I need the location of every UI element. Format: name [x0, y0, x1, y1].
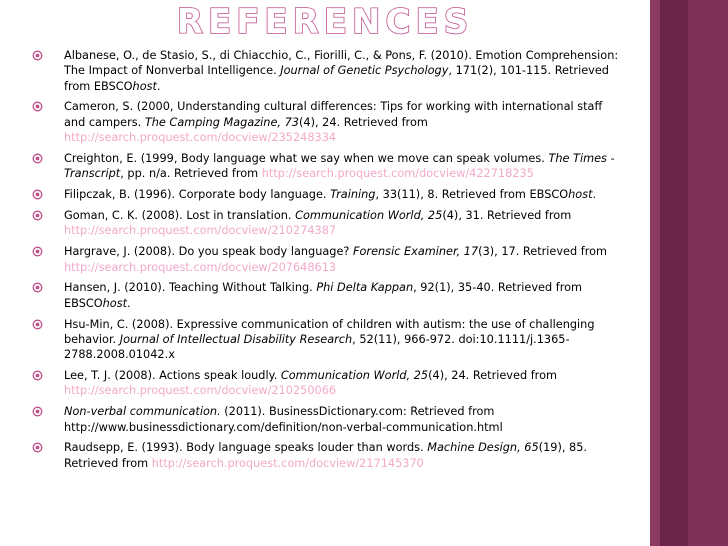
reference-text: (2011). BusinessDictionary.com: Retrieved from http://www.businessdictionary.com/definition/non-verbal-communication.html [64, 405, 503, 434]
sidebar-band [650, 0, 660, 546]
reference-text: . [156, 79, 161, 93]
reference-link[interactable]: http://search.proquest.com/docview/207648613 [64, 260, 337, 274]
reference-text: (4), 24. Retrieved from [298, 115, 428, 129]
reference-text: , 52(11), 966-972. doi:10.1111/j.1365-2788.2008.01042.x [64, 332, 570, 362]
reference-item [32, 208, 622, 239]
reference-text: (4), 24. Retrieved from [428, 369, 557, 383]
reference-text: Filipczak, B. (1996). Corporate body language. [64, 188, 331, 202]
reference-italic-text: The Camping Magazine, 73 [144, 115, 299, 129]
reference-link[interactable]: http://search.proquest.com/docview/235248334 [64, 131, 337, 145]
reference-link[interactable]: http://search.proquest.com/docview/210250066 [64, 384, 337, 398]
decorative-sidebar [650, 0, 728, 546]
circle-bullet-icon [32, 153, 43, 164]
reference-text: Creighton, E. (1999, Body language what we say when we move can speak volumes. [64, 151, 549, 165]
reference-text: , 171(2), 101-115. Retrieved from EBSCO [64, 64, 609, 93]
circle-bullet-icon [32, 406, 43, 417]
circle-bullet-icon [32, 442, 43, 453]
reference-item [32, 244, 622, 275]
reference-item [32, 368, 622, 399]
reference-italic-text: Journal of Genetic Psychology [280, 64, 449, 78]
reference-italic-text: host [132, 79, 157, 93]
circle-bullet-icon [32, 319, 43, 330]
circle-bullet-icon [32, 189, 43, 200]
reference-italic-text: Communication World, 25 [295, 209, 443, 223]
reference-italic-text: Communication World, 25 [280, 369, 429, 383]
reference-text: Cameron, S. (2000, Understanding cultural differences: Tips for working with international staff and campers. [64, 100, 603, 129]
reference-item [32, 187, 622, 202]
reference-text: (3), 17. Retrieved from [478, 245, 608, 259]
reference-link[interactable]: http://search.proquest.com/docview/210274387 [64, 224, 337, 238]
reference-text: Goman, C. K. (2008). Lost in translation. [64, 209, 296, 223]
reference-link[interactable]: http://search.proquest.com/docview/422718235 [261, 167, 534, 181]
reference-item [32, 99, 622, 145]
sidebar-band [688, 0, 728, 546]
reference-italic-text: Journal of Intellectual Disability Research [119, 332, 353, 346]
reference-italic-text: Forensic Examiner, 17 [353, 245, 479, 259]
reference-text: Albanese, O., de Stasio, S., di Chiacchio, C., Fiorilli, C., & Pons, F. (2010). Emotion Comprehension: The Impact of Nonverbal Intelligence. [64, 49, 619, 78]
reference-italic-text: Machine Design, 65 [427, 441, 539, 455]
circle-bullet-icon [32, 50, 43, 61]
reference-text: , pp. n/a. Retrieved from [120, 167, 262, 181]
circle-bullet-icon [32, 370, 43, 381]
reference-italic-text: Training [330, 188, 376, 202]
circle-bullet-icon [32, 282, 43, 293]
reference-item [32, 151, 622, 182]
reference-text: Hansen, J. (2010). Teaching Without Talking. [64, 281, 317, 295]
circle-bullet-icon [32, 210, 43, 221]
reference-text: , 33(11), 8. Retrieved from EBSCO [375, 188, 569, 202]
reference-text: , 92(1), 35-40. Retrieved from EBSCO [64, 281, 583, 310]
page-title: REFERENCES [176, 2, 474, 42]
reference-item [32, 317, 622, 363]
reference-text: . [592, 188, 597, 202]
reference-item [32, 48, 622, 94]
reference-item [32, 280, 622, 311]
reference-italic-text: host [568, 188, 593, 202]
reference-italic-text: Phi Delta Kappan [316, 281, 414, 295]
reference-italic-text: Non-verbal communication. [64, 405, 221, 419]
reference-text: Hsu-Min, C. (2008). Expressive communication of children with autism: the use of challenging behavior. [64, 317, 595, 346]
reference-text: Lee, T. J. (2008). Actions speak loudly. [64, 369, 281, 383]
reference-text: (4), 31. Retrieved from [442, 209, 572, 223]
circle-bullet-icon [32, 246, 43, 257]
reference-italic-text: host [102, 296, 128, 310]
sidebar-band [660, 0, 688, 546]
reference-text: Raudsepp, E. (1993). Body language speaks louder than words. [64, 441, 428, 455]
reference-item [32, 440, 622, 471]
reference-item [32, 404, 622, 435]
reference-list [32, 48, 622, 477]
reference-link[interactable]: http://search.proquest.com/docview/217145370 [151, 456, 424, 470]
reference-italic-text: The Times - Transcript [64, 151, 615, 181]
reference-text: . [127, 296, 131, 310]
reference-text: (19), 85. Retrieved from [64, 441, 587, 470]
reference-text: Hargrave, J. (2008). Do you speak body language? [64, 245, 354, 259]
circle-bullet-icon [32, 101, 43, 112]
